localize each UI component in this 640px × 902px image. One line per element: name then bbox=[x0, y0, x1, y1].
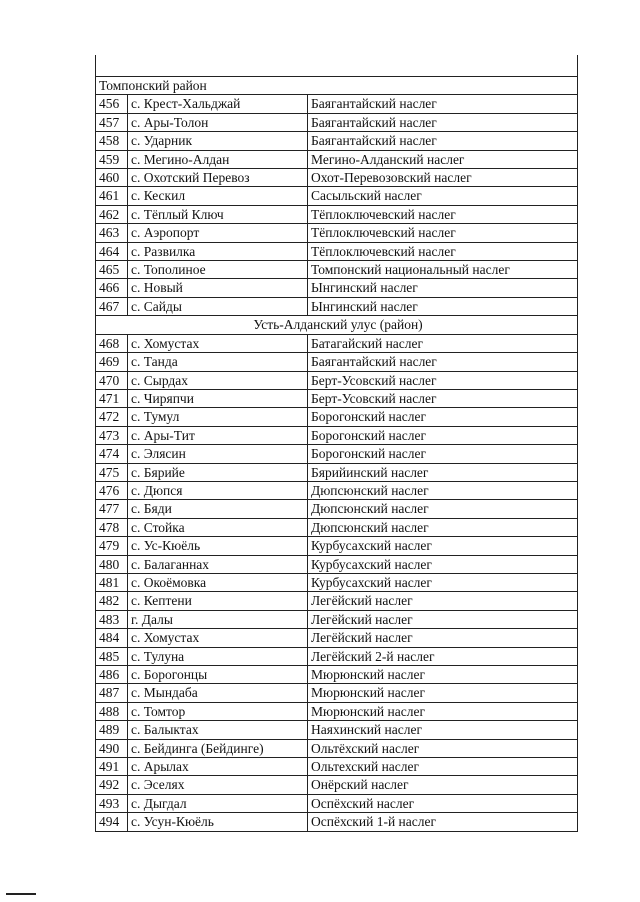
settlement-name: с. Бярийе bbox=[128, 463, 308, 481]
row-number: 464 bbox=[96, 242, 128, 260]
municipality-name: Ынгинский наслег bbox=[308, 279, 578, 297]
table-row bbox=[96, 813, 578, 831]
settlement-name: с. Ары-Тит bbox=[128, 426, 308, 444]
row-number: 456 bbox=[96, 95, 128, 113]
row-number: 469 bbox=[96, 353, 128, 371]
municipality-name: Борогонский наслег bbox=[308, 445, 578, 463]
municipality-name: Дюпсюнский наслег bbox=[308, 518, 578, 536]
settlement-name: с. Ударник bbox=[128, 132, 308, 150]
row-number: 461 bbox=[96, 187, 128, 205]
settlement-name: с. Аэропорт bbox=[128, 224, 308, 242]
table-row bbox=[96, 610, 578, 628]
settlement-name: с. Хомустах bbox=[128, 629, 308, 647]
table-row bbox=[96, 794, 578, 812]
table-row bbox=[96, 408, 578, 426]
row-number: 476 bbox=[96, 481, 128, 499]
row-number: 458 bbox=[96, 132, 128, 150]
table-row bbox=[96, 279, 578, 297]
municipality-name: Томпонский национальный наслег bbox=[308, 261, 578, 279]
table-row bbox=[96, 169, 578, 187]
settlement-name: с. Стойка bbox=[128, 518, 308, 536]
settlement-name: с. Борогонцы bbox=[128, 666, 308, 684]
municipality-name: Бярийинский наслег bbox=[308, 463, 578, 481]
table-top-gap bbox=[96, 55, 578, 77]
table-row bbox=[96, 463, 578, 481]
municipality-name: Ольтехский наслег bbox=[308, 758, 578, 776]
row-number: 485 bbox=[96, 647, 128, 665]
table-row bbox=[96, 132, 578, 150]
row-number: 484 bbox=[96, 629, 128, 647]
settlement-name: с. Элясин bbox=[128, 445, 308, 463]
settlement-name: с. Новый bbox=[128, 279, 308, 297]
settlement-name: с. Дюпся bbox=[128, 481, 308, 499]
settlement-name: с. Арылах bbox=[128, 758, 308, 776]
settlement-name: с. Мегино-Алдан bbox=[128, 150, 308, 168]
settlement-name: с. Крест-Хальджай bbox=[128, 95, 308, 113]
row-number: 489 bbox=[96, 721, 128, 739]
table-row bbox=[96, 555, 578, 573]
table-row bbox=[96, 334, 578, 352]
table-row bbox=[96, 573, 578, 591]
settlement-name: с. Балаганнах bbox=[128, 555, 308, 573]
settlement-name: с. Томтор bbox=[128, 702, 308, 720]
municipality-name: Мюрюнский наслег bbox=[308, 684, 578, 702]
table-row bbox=[96, 776, 578, 794]
municipality-name: Тёплоключевский наслег bbox=[308, 205, 578, 223]
table-row bbox=[96, 647, 578, 665]
table-row bbox=[96, 150, 578, 168]
settlement-name: с. Тулуна bbox=[128, 647, 308, 665]
municipality-name: Курбусахский наслег bbox=[308, 537, 578, 555]
district-title: Усть-Алданский улус (район) bbox=[96, 316, 578, 334]
municipality-name: Оспёхский наслег bbox=[308, 794, 578, 812]
table-row bbox=[96, 187, 578, 205]
district-header-row bbox=[96, 316, 578, 334]
row-number: 490 bbox=[96, 739, 128, 757]
row-number: 494 bbox=[96, 813, 128, 831]
settlement-name: с. Усун-Кюёль bbox=[128, 813, 308, 831]
municipality-name: Легёйский наслег bbox=[308, 629, 578, 647]
row-number: 460 bbox=[96, 169, 128, 187]
municipality-name: Батагайский наслег bbox=[308, 334, 578, 352]
settlement-name: г. Далы bbox=[128, 610, 308, 628]
district-title: Томпонский район bbox=[96, 77, 578, 95]
municipality-name: Курбусахский наслег bbox=[308, 573, 578, 591]
row-number: 480 bbox=[96, 555, 128, 573]
table-row bbox=[96, 537, 578, 555]
municipality-name: Баягантайский наслег bbox=[308, 113, 578, 131]
settlement-name: с. Эселях bbox=[128, 776, 308, 794]
table-row bbox=[96, 666, 578, 684]
row-number: 488 bbox=[96, 702, 128, 720]
municipality-name: Дюпсюнский наслег bbox=[308, 500, 578, 518]
footer-rule bbox=[6, 893, 36, 895]
table-row bbox=[96, 261, 578, 279]
municipality-name: Легёйский 2-й наслег bbox=[308, 647, 578, 665]
municipality-name: Легёйский наслег bbox=[308, 610, 578, 628]
table-row bbox=[96, 426, 578, 444]
table-row bbox=[96, 205, 578, 223]
table-row bbox=[96, 95, 578, 113]
settlements-table bbox=[95, 55, 578, 832]
settlement-name: с. Бяди bbox=[128, 500, 308, 518]
table-row bbox=[96, 592, 578, 610]
settlement-name: с. Кескил bbox=[128, 187, 308, 205]
settlement-name: с. Сайды bbox=[128, 297, 308, 315]
municipality-name: Баягантайский наслег bbox=[308, 353, 578, 371]
row-number: 472 bbox=[96, 408, 128, 426]
municipality-name: Сасыльский наслег bbox=[308, 187, 578, 205]
row-number: 479 bbox=[96, 537, 128, 555]
settlement-name: с. Тумул bbox=[128, 408, 308, 426]
row-number: 478 bbox=[96, 518, 128, 536]
table-row bbox=[96, 629, 578, 647]
municipality-name: Баягантайский наслег bbox=[308, 95, 578, 113]
settlement-name: с. Мындаба bbox=[128, 684, 308, 702]
settlements-table-body bbox=[96, 55, 578, 831]
row-number: 474 bbox=[96, 445, 128, 463]
settlement-name: с. Кептени bbox=[128, 592, 308, 610]
settlement-name: с. Окоёмовка bbox=[128, 573, 308, 591]
settlement-name: с. Тополиное bbox=[128, 261, 308, 279]
table-row bbox=[96, 481, 578, 499]
row-number: 492 bbox=[96, 776, 128, 794]
table-row bbox=[96, 113, 578, 131]
municipality-name: Берт-Усовский наслег bbox=[308, 389, 578, 407]
municipality-name: Баягантайский наслег bbox=[308, 132, 578, 150]
table-row bbox=[96, 758, 578, 776]
municipality-name: Борогонский наслег bbox=[308, 408, 578, 426]
municipality-name: Легёйский наслег bbox=[308, 592, 578, 610]
municipality-name: Мегино-Алданский наслег bbox=[308, 150, 578, 168]
row-number: 491 bbox=[96, 758, 128, 776]
row-number: 471 bbox=[96, 389, 128, 407]
row-number: 487 bbox=[96, 684, 128, 702]
row-number: 463 bbox=[96, 224, 128, 242]
settlement-name: с. Ары-Толон bbox=[128, 113, 308, 131]
row-number: 486 bbox=[96, 666, 128, 684]
settlement-name: с. Ус-Кюёль bbox=[128, 537, 308, 555]
municipality-name: Мюрюнский наслег bbox=[308, 666, 578, 684]
settlement-name: с. Танда bbox=[128, 353, 308, 371]
row-number: 468 bbox=[96, 334, 128, 352]
row-number: 466 bbox=[96, 279, 128, 297]
settlement-name: с. Охотский Перевоз bbox=[128, 169, 308, 187]
municipality-name: Ольтёхский наслег bbox=[308, 739, 578, 757]
municipality-name: Мюрюнский наслег bbox=[308, 702, 578, 720]
municipality-name: Берт-Усовский наслег bbox=[308, 371, 578, 389]
table-row bbox=[96, 445, 578, 463]
table-row bbox=[96, 721, 578, 739]
settlement-name: с. Чиряпчи bbox=[128, 389, 308, 407]
municipality-name: Онёрский наслег bbox=[308, 776, 578, 794]
table-row bbox=[96, 353, 578, 371]
table-row bbox=[96, 702, 578, 720]
table-row bbox=[96, 224, 578, 242]
municipality-name: Наяхинский наслег bbox=[308, 721, 578, 739]
row-number: 477 bbox=[96, 500, 128, 518]
row-number: 473 bbox=[96, 426, 128, 444]
row-number: 459 bbox=[96, 150, 128, 168]
row-number: 482 bbox=[96, 592, 128, 610]
table-row bbox=[96, 371, 578, 389]
table-row bbox=[96, 739, 578, 757]
municipality-name: Курбусахский наслег bbox=[308, 555, 578, 573]
table-row bbox=[96, 518, 578, 536]
row-number: 465 bbox=[96, 261, 128, 279]
row-number: 470 bbox=[96, 371, 128, 389]
settlement-name: с. Сырдах bbox=[128, 371, 308, 389]
municipality-name: Тёплоключевский наслег bbox=[308, 224, 578, 242]
municipality-name: Тёплоключевский наслег bbox=[308, 242, 578, 260]
row-number: 467 bbox=[96, 297, 128, 315]
settlement-name: с. Хомустах bbox=[128, 334, 308, 352]
row-number: 475 bbox=[96, 463, 128, 481]
municipality-name: Борогонский наслег bbox=[308, 426, 578, 444]
table-top-gap-cell bbox=[96, 55, 578, 77]
settlement-name: с. Развилка bbox=[128, 242, 308, 260]
settlement-name: с. Балыктах bbox=[128, 721, 308, 739]
district-header-row bbox=[96, 77, 578, 95]
settlement-name: с. Дыгдал bbox=[128, 794, 308, 812]
table-row bbox=[96, 297, 578, 315]
municipality-name: Дюпсюнский наслег bbox=[308, 481, 578, 499]
row-number: 481 bbox=[96, 573, 128, 591]
row-number: 457 bbox=[96, 113, 128, 131]
row-number: 483 bbox=[96, 610, 128, 628]
municipality-name: Ынгинский наслег bbox=[308, 297, 578, 315]
table-row bbox=[96, 684, 578, 702]
settlement-name: с. Тёплый Ключ bbox=[128, 205, 308, 223]
row-number: 493 bbox=[96, 794, 128, 812]
settlement-name: с. Бейдинга (Бейдинге) bbox=[128, 739, 308, 757]
table-row bbox=[96, 389, 578, 407]
municipality-name: Оспёхский 1-й наслег bbox=[308, 813, 578, 831]
municipality-name: Охот-Перевозовский наслег bbox=[308, 169, 578, 187]
table-row bbox=[96, 500, 578, 518]
table-row bbox=[96, 242, 578, 260]
row-number: 462 bbox=[96, 205, 128, 223]
